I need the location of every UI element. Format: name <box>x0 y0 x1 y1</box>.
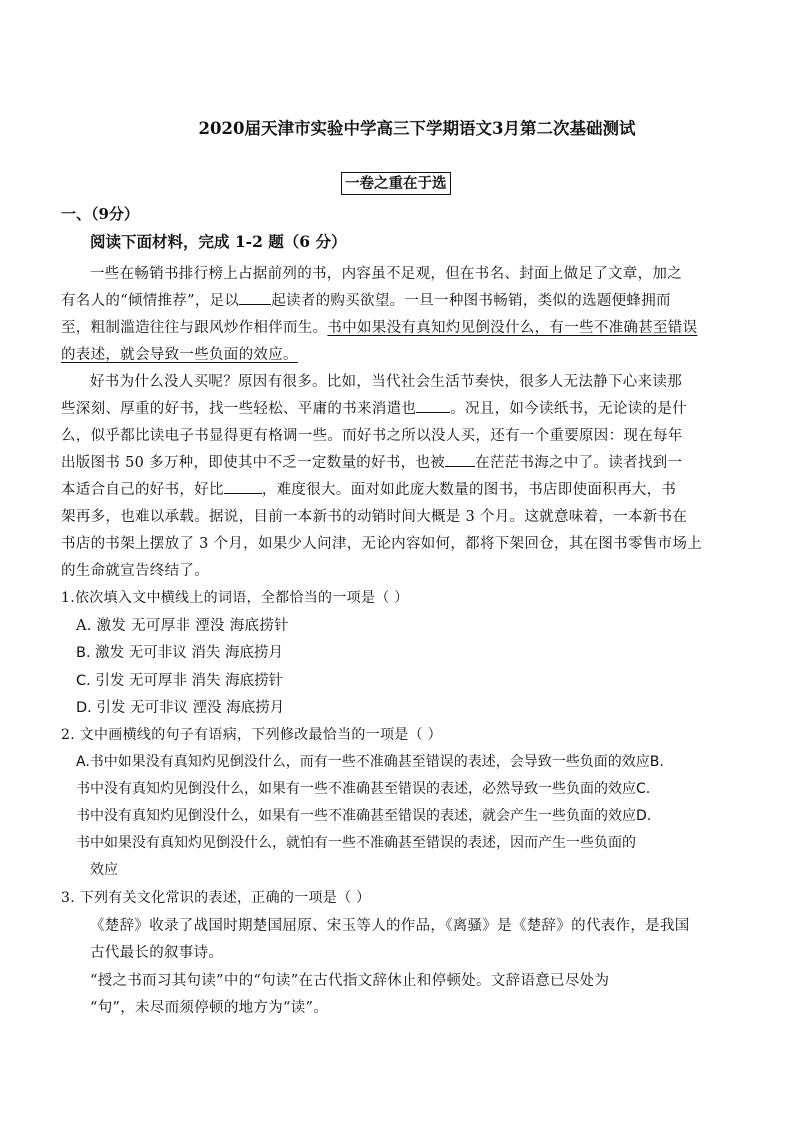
question-1-option-c: C. 引发 无可厚非 消失 海底捞针 <box>76 673 284 689</box>
passage-line <box>61 397 687 418</box>
passage-text: 起读者的购买欲望。一旦一种图书畅销，类似的选题便蜂拥而 <box>271 293 671 309</box>
fill-blank-4 <box>224 479 262 494</box>
question-3-line: “授之书而习其句读”中的“句读”在古代指文辞休止和停顿处。文辞语意已尽处为 <box>90 973 610 989</box>
fill-blank-1 <box>239 290 271 305</box>
passage-text: 些深刻、厚重的好书，找一些轻松、平庸的书来消遣也 <box>61 401 417 417</box>
passage-text: ，难度很大。面对如此庞大数量的图书，书店即使面积再大，书 <box>261 482 677 498</box>
question-2-line: 书中没有真知灼见倒没什么，如果有一些不准确甚至错误的表述，就会产生一些负面的效应D. <box>76 808 652 824</box>
passage-line: 的生命就宣告终结了。 <box>61 563 209 579</box>
fill-blank-2 <box>416 398 450 413</box>
question-2-line: A.书中如果没有真知灼见倒没什么，而有一些不准确甚至错误的表述，会导致一些负面的效应B. <box>76 754 664 770</box>
question-2-line: 书中如果没有真知灼见倒没什么，就怕有一些不准确甚至错误的表述，因而产生一些负面的 <box>76 835 636 851</box>
passage-text: 本适合自己的好书，好比 <box>61 482 224 498</box>
question-2-line: 效应 <box>90 862 118 878</box>
passage-line: 书店的书架上摆放了 3 个月，如果少人问津，无论内容如何，都将下架回仓，其在图书零售市场上 <box>61 536 702 552</box>
passage-line: 架再多，也难以承载。据说，目前一本新书的动销时间大概是 3 个月。这就意味着，一本新书在 <box>61 509 688 525</box>
passage-line: 一些在畅销书排行榜上占据前列的书，内容虽不足观，但在书名、封面上做足了文章，加之 <box>90 266 682 282</box>
passage-text: 至，粗制滥造往往与跟风炒作相伴而生。 <box>61 320 328 336</box>
passage-text: 有名人的“倾情推荐”，足以 <box>61 293 240 309</box>
question-1-stem: 1.依次填入文中横线上的词语，全都恰当的一项是（ ） <box>61 590 409 606</box>
reading-instruction: 阅读下面材料，完成 1-2 题（6 分） <box>90 232 347 251</box>
question-2-stem: 2. 文中画横线的句子有语病，下列修改最恰当的一项是（ ） <box>61 727 442 743</box>
passage-line <box>61 451 682 472</box>
passage-text: 在茫茫书海之中了。读者找到一 <box>475 455 683 471</box>
question-1-option-a: A. 激发 无可厚非 湮没 海底捞针 <box>76 618 289 634</box>
underlined-sentence: 书中如果没有真知灼见倒没什么，有一些不准确甚至错误 <box>327 320 698 336</box>
passage-line: 好书为什么没人买呢？原因有很多。比如，当代社会生活节奏快，很多人无法静下心来读那 <box>90 374 682 390</box>
question-3-stem: 3. 下列有关文化常识的表述，正确的一项是（ ） <box>61 890 371 906</box>
question-2-line: 书中没有真知灼见倒没什么，如果有一些不准确甚至错误的表述，必然导致一些负面的效应C. <box>76 781 651 797</box>
passage-line <box>61 316 697 337</box>
page-title: 2020届天津市实验中学高三下学期语文3月第二次基础测试 <box>198 119 636 138</box>
passage-text: 。况且，如今读纸书，无论读的是什 <box>450 401 688 417</box>
question-3-line: 《楚辞》收录了战国时期楚国屈原、宋玉等人的作品，《离骚》是《楚辞》的代表作，是我国 <box>90 918 690 934</box>
passage-line: 么，似乎都比读电子书显得更有格调一些。而好书之所以没人买，还有一个重要原因：现在每年 <box>61 428 683 444</box>
underlined-sentence-end: 的表述，就会导致一些负面的效应。 <box>61 347 298 363</box>
question-3-line: 古代最长的叙事诗。 <box>90 945 224 961</box>
passage-line <box>61 289 671 310</box>
question-1-option-b: B. 激发 无可非议 消失 海底捞月 <box>76 645 283 661</box>
boxed-label: 一卷之重在于选 <box>341 172 451 195</box>
passage-line <box>61 478 676 499</box>
section-label: 一、（9分） <box>61 205 139 223</box>
fill-blank-3 <box>445 452 475 467</box>
passage-text: 出版图书 50 多万种，即使其中不乏一定数量的好书，也被 <box>61 455 446 471</box>
question-3-line: “句”，未尽而须停顿的地方为“读”。 <box>90 1000 329 1016</box>
question-1-option-d: D. 引发 无可非议 湮没 海底捞月 <box>76 700 285 716</box>
